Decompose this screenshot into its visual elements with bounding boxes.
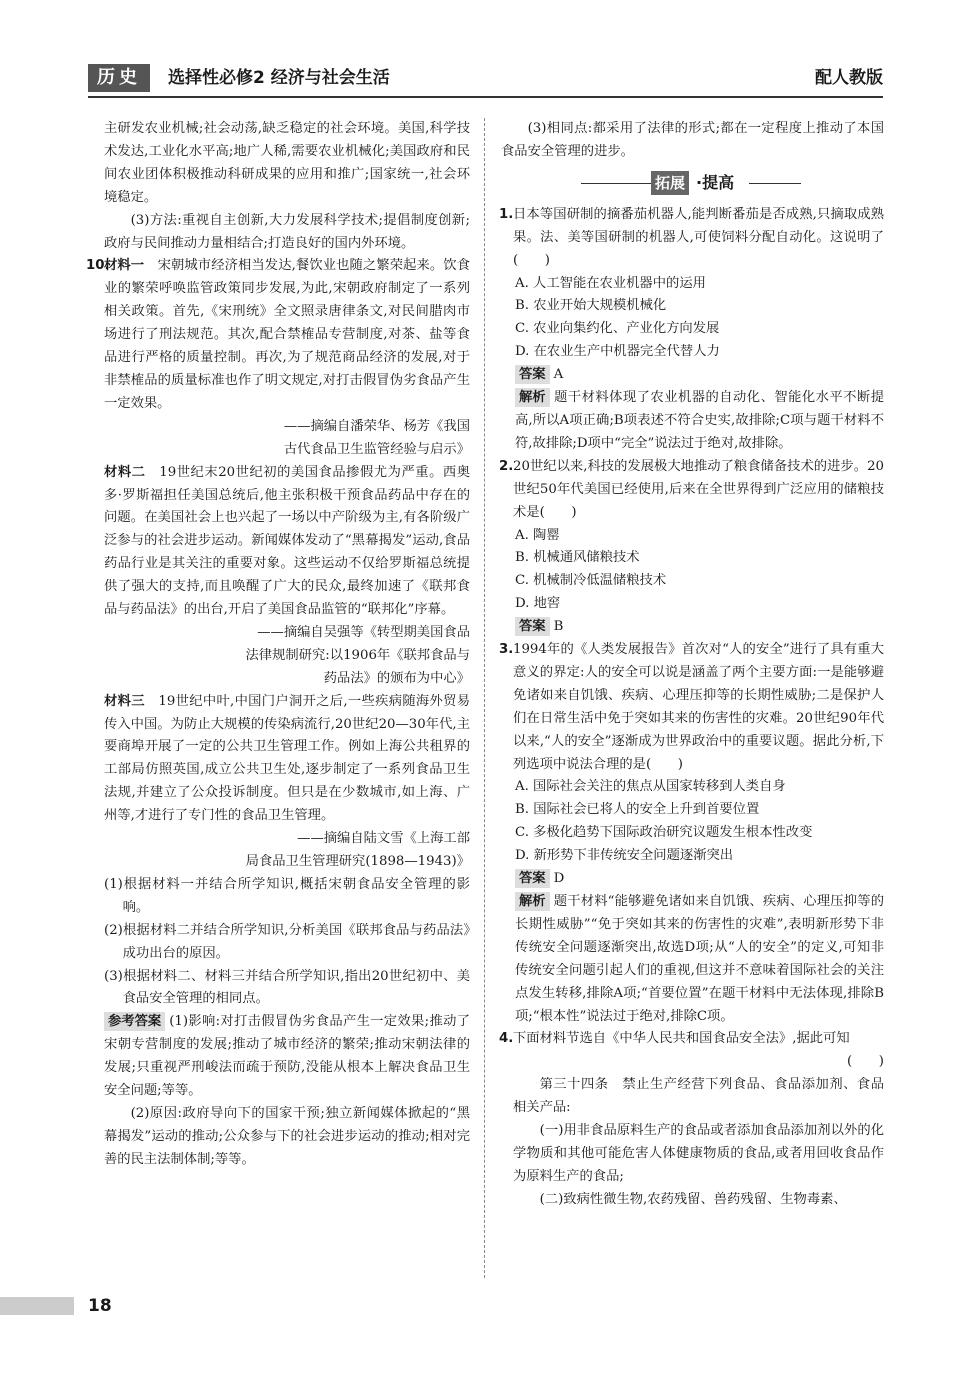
option-c: C. 多极化趋势下国际政治研究议题发生根本性改变: [515, 825, 813, 841]
question-number: 3.: [499, 642, 514, 658]
source-line: ——摘编自吴强等《转型期美国食品: [257, 624, 470, 640]
law-item-2: (二)致病性微生物,农药残留、兽药残留、生物毒素、: [539, 1191, 847, 1207]
subject-badge: 历史: [88, 64, 150, 92]
answer-value: B: [553, 619, 564, 635]
answer-tag: 答案: [515, 869, 550, 888]
material-label: 材料三: [104, 693, 145, 709]
option-c: C. 机械制冷低温储粮技术: [515, 573, 667, 589]
option-b: B. 机械通风储粮技术: [515, 550, 640, 566]
sub-question-1: (1)根据材料一并结合所学知识,概括宋朝食品安全管理的影响。: [104, 876, 470, 915]
column-divider: [484, 118, 485, 1278]
question-10: [86, 255, 471, 1171]
question-stem: 日本等国研制的摘番茄机器人,能判断番茄是否成熟,只摘取成熟果。法、美等国研制的机器人,可使饲料分配自动化。这说明了( ): [513, 206, 884, 268]
answer-line: [501, 868, 884, 891]
material-text: 19世纪中叶,中国门户洞开之后,一些疾病随海外贸易传入中国。为防止大规模的传染病流行,20世纪20—30年代,主要商埠开展了一定的公共卫生管理工作。例如上海公共租界的工部局仿照英国,成立公共卫生处,逐步制定了一系列食品卫生法规,并建立了公众投诉制度。但只是在少数城市,如上海、广州等,才进行了专门性的食品卫生管理。: [104, 693, 471, 824]
source-line: 局食品卫生管理研究(1898—1943)》: [245, 854, 470, 869]
question-number: 10.: [86, 258, 110, 274]
law-article: 第三十四条 禁止生产经营下列食品、食品添加剂、食品相关产品:: [513, 1077, 884, 1116]
analysis-tag: 解析: [515, 388, 550, 407]
answer-tag: 答案: [515, 617, 550, 636]
material-text: 宋朝城市经济相当发达,餐饮业也随之繁荣起来。饮食业的繁荣呼唤监管政策同步发展,为此,宋朝政府制定了一系列相关政策。首先,《宋刑统》全文照录唐律条文,对民间腊肉市场进行了刑法规范。其次,配合禁榷品专营制度,对茶、盐等食品进行严格的质量控制。再次,为了规范商品经济的发展,对于非禁榷品的质量标准也作了明文规定,对打击假冒伪劣食品产生一定效果。: [104, 258, 471, 411]
option-a: A. 国际社会关注的焦点从国家转移到人类自身: [515, 779, 786, 795]
section-title: ·提高: [696, 172, 735, 192]
option-d: D. 在农业生产中机器完全代替人力: [515, 344, 720, 360]
reference-answer-3: (3)相同点:都采用了法律的形式;都在一定程度上推动了本国食品安全管理的进步。: [501, 121, 884, 159]
question-number: 2.: [499, 458, 514, 474]
analysis-tag: 解析: [515, 892, 550, 911]
source-line: ——摘编自潘荣华、杨芳《我国: [283, 418, 470, 434]
method-paragraph: (3)方法:重视自主创新,大力发展科学技术;提倡制度创新;政府与民间推动力量相结合;打造良好的国内外环境。: [104, 212, 470, 251]
source-line: 药品法》的颁布为中心》: [323, 670, 470, 686]
option-d: D. 地窖: [515, 596, 561, 612]
material-two: [104, 462, 470, 622]
material-three: [104, 691, 470, 828]
edition-label: 配人教版: [815, 68, 883, 88]
analysis-text: 题干材料“能够避免诸如来自饥饿、疾病、心理压抑等的长期性威胁”“免于突如其来的伤害性的灾难”,表明新形势下非传统安全问题逐渐突出,故选D项;从“人的安全”的定义,可知非传统安全问题引起人们的重视,但这并不意味着国际社会的关注点发生转移,排除A项;“首要位置”在题干材料中无法体现,排除B项;“根本性”说法过于绝对,排除C项。: [515, 894, 884, 1024]
law-item-1: (一)用非食品原料生产的食品或者添加食品添加剂以外的化学物质和其他可能危害人体健康物质的食品,或者用回收食品作为原料生产的食品;: [513, 1123, 884, 1184]
footer-bar: [0, 1297, 74, 1315]
option-b: B. 农业开始大规模机械化: [515, 298, 667, 314]
material-text: 19世纪末20世纪初的美国食品掺假尤为严重。西奥多·罗斯福担任美国总统后,他主张积极干预食品药品中存在的问题。在美国社会上也兴起了一场以中产阶级为主,有各阶级广泛参与的社会进步运动。新闻媒体发动了“黑幕揭发”运动,食品药品行业是其关注的重要对象。这些运动不仅给罗斯福总统提供了强大的支持,而且唤醒了广大的民众,最终加速了《联邦食品与药品法》的出台,开启了美国食品监管的“联邦化”序幕。: [104, 464, 471, 618]
analysis: [501, 891, 884, 1028]
question-1: [501, 204, 884, 456]
reference-answer-tag: 参考答案: [104, 1012, 165, 1031]
reference-answer-text: (1)影响:对打击假冒伪劣食品产生一定效果;推动了宋朝专营制度的发展;推动了城市经济的繁荣;推动宋朝法律的发展;只重视严刑峻法而疏于预防,没能从根本上解决食品卫生安全问题;等等。: [104, 1014, 470, 1099]
question-4: [501, 1028, 884, 1211]
answer-tag: 答案: [515, 365, 550, 384]
source-line: 古代食品卫生监管经验与启示》: [283, 441, 470, 457]
answer-value: D: [553, 871, 565, 887]
page-header: [88, 62, 883, 94]
source-line: 法律规制研究:以1906年《联邦食品与: [245, 647, 470, 663]
right-column: [501, 118, 884, 1212]
question-3: [501, 639, 884, 1028]
answer-line: [501, 616, 884, 639]
option-b: B. 国际社会已将人的安全上升到首要位置: [515, 802, 760, 818]
section-heading: [501, 168, 884, 198]
analysis-text: 题干材料体现了农业机器的自动化、智能化水平不断提高,所以A项正确;B项表述不符合史实,故排除;C项与题干材料不符,故排除;D项中“完全”说法过于绝对,故排除。: [515, 390, 884, 451]
material-one: [104, 255, 470, 415]
continuation-paragraph: 主研发农业机械;社会动荡,缺乏稳定的社会环境。美国,科学技术发达,工业化水平高;地广人稀,需要农业机械化;美国政府和民间农业团体积极推动科研成果的应用和推广;国家统一,社会环境稳定。: [104, 121, 470, 205]
option-a: A. 陶罂: [515, 527, 560, 543]
question-stem: 20世纪以来,科技的发展极大地推动了粮食储备技术的进步。20世纪50年代美国已经使用,后来在全世界得到广泛应用的储粮技术是( ): [513, 458, 884, 520]
answer-line: [501, 364, 884, 387]
answer-blank: ( ): [847, 1054, 884, 1070]
book-title: 选择性必修2 经济与社会生活: [168, 68, 390, 88]
reference-answer-2: (2)原因:政府导向下的国家干预;独立新闻媒体掀起的“黑幕揭发”运动的推动;公众参与下的社会进步运动的推动;相对完善的民主法制体制;等等。: [104, 1105, 470, 1167]
question-number: 1.: [499, 206, 514, 222]
answer-value: A: [553, 367, 564, 383]
page-number: 18: [88, 1296, 112, 1316]
sub-question-2: (2)根据材料二并结合所学知识,分析美国《联邦食品与药品法》成功出台的原因。: [104, 922, 470, 961]
question-stem: 1994年的《人类发展报告》首次对“人的安全”进行了具有重大意义的界定:人的安全可以说是涵盖了两个主要方面:一是能够避免诸如来自饥饿、疾病、心理压抑等的长期性威胁;二是保护人们在日常生活中免于突如其来的伤害性的灾难。20世纪90年代以来,“人的安全”逐渐成为世界政治中的重要议题。据此分析,下列选项中说法合理的是( ): [513, 642, 884, 772]
section-badge: 拓展: [651, 171, 689, 195]
left-column: [86, 118, 471, 1172]
material-label: 材料二: [104, 464, 146, 480]
reference-answer-1: [104, 1011, 470, 1103]
question-2: [501, 456, 884, 639]
question-stem: 下面材料节选自《中华人民共和国食品安全法》,据此可知: [513, 1031, 850, 1047]
header-rule: [88, 96, 883, 98]
sub-question-3: (3)根据材料二、材料三并结合所学知识,指出20世纪初中、美食品安全管理的相同点。: [104, 968, 470, 1007]
option-a: A. 人工智能在农业机器中的运用: [515, 275, 706, 291]
question-number: 4.: [499, 1031, 514, 1047]
option-c: C. 农业向集约化、产业化方向发展: [515, 321, 720, 337]
heading-rule-right: [749, 183, 801, 184]
heading-rule-left: [581, 183, 651, 184]
source-line: ——摘编自陆文雪《上海工部: [297, 831, 470, 847]
option-d: D. 新形势下非传统安全问题逐渐突出: [515, 848, 734, 864]
material-label: 材料一: [104, 258, 145, 274]
analysis: [501, 387, 884, 456]
